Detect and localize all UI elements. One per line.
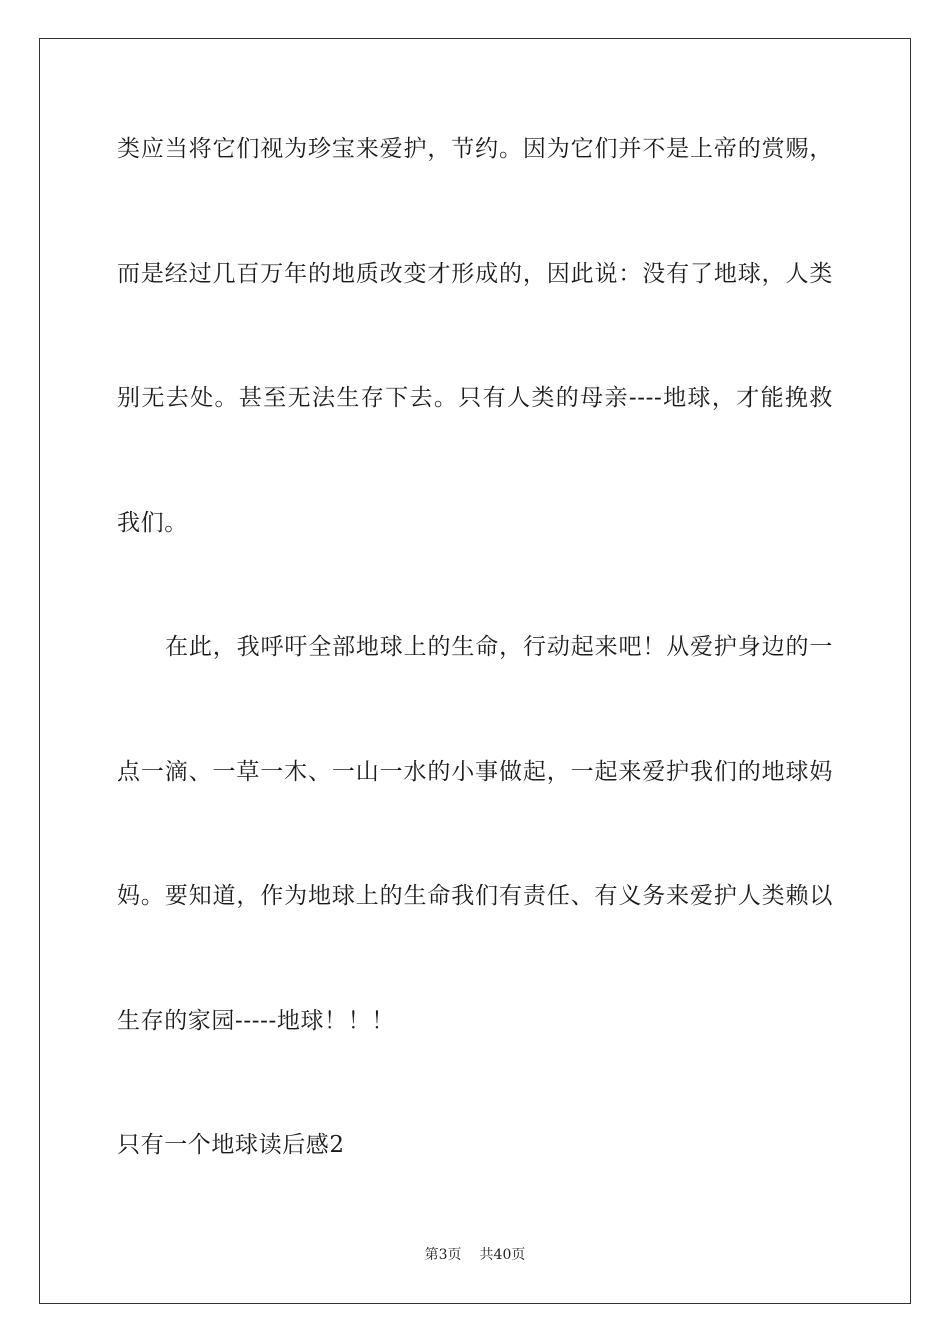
paragraph-line-4: 我们。	[117, 510, 188, 536]
paragraph-line-7: 妈。要知道，作为地球上的生命我们有责任、有义务来爱护人类赖以	[117, 883, 833, 909]
page-number: 第3页	[424, 1247, 462, 1263]
page-footer	[0, 1246, 950, 1264]
paragraph-line-6: 点一滴、一草一木、一山一水的小事做起，一起来爱护我们的地球妈	[117, 759, 833, 785]
page-total: 共40页	[479, 1247, 526, 1263]
paragraph-line-5: 在此，我呼吁全部地球上的生命，行动起来吧！从爱护身边的一	[165, 634, 833, 660]
section-heading: 只有一个地球读后感2	[117, 1132, 345, 1158]
paragraph-line-3: 别无去处。甚至无法生存下去。只有人类的母亲----地球，才能挽救	[117, 385, 833, 411]
paragraph-line-2: 而是经过几百万年的地质改变才形成的，因此说：没有了地球，人类	[117, 261, 833, 287]
page-border	[39, 38, 911, 1304]
paragraph-line-8: 生存的家园-----地球！！！	[117, 1008, 395, 1034]
paragraph-line-1: 类应当将它们视为珍宝来爱护，节约。因为它们并不是上帝的赏赐，	[117, 136, 833, 162]
